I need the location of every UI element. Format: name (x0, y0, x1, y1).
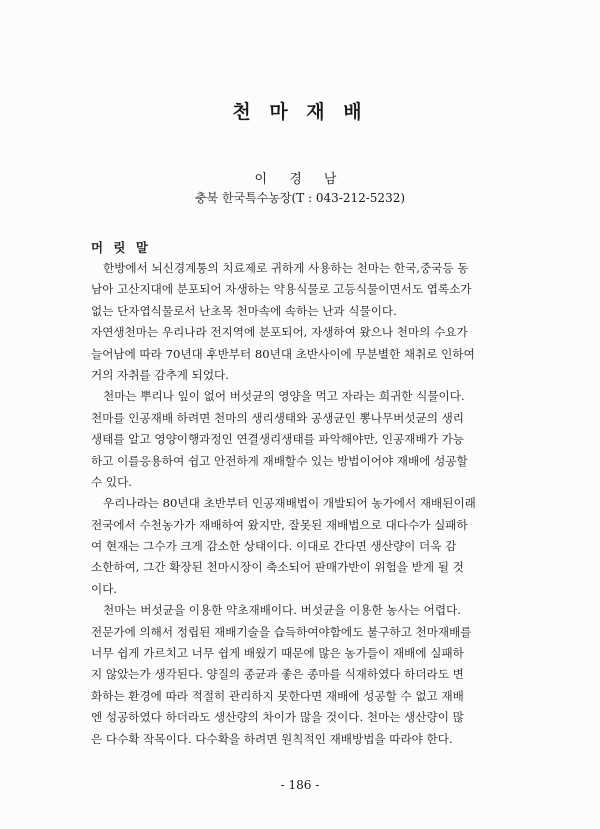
text-line: 은 다수확 작목이다. 다수확을 하려면 원칙적인 재배방법을 따라야 한다. (91, 731, 453, 746)
text-line: 천마는 뿌리나 잎이 없어 버섯균의 영양을 먹고 자라는 희귀한 식물이다. (103, 389, 465, 404)
text-line: 우리나라는 80년대 초반부터 인공재배법이 개발되어 농가에서 재배된이래 (103, 496, 476, 511)
text-line: 늘어남에 따라 70년대 후반부터 80년대 초반사이에 무분별한 채취로 인하여 (91, 346, 475, 361)
body-text (91, 258, 516, 750)
page-number: - 186 - (280, 778, 320, 792)
text-line: 천마를 인공재배 하려면 천마의 생리생태와 공생균인 뽕나무버섯균의 생리 (91, 410, 464, 425)
text-line: 천마는 버섯균을 이용한 약초재배이다. 버섯균을 이용한 농사는 어렵다. (103, 603, 461, 618)
text-line: 지 않았는가 생각된다. 양질의 종균과 좋은 종마를 식재하였다 하더라도 변 (91, 667, 464, 682)
text-line: 전문가에 의해서 정립된 재배기술을 습득하여야함에도 불구하고 천마재배를 (91, 624, 472, 639)
text-line: 자연생천마는 우리나라 전지역에 분포되어, 자생하여 왔으나 천마의 수요가 (91, 325, 468, 340)
text-line: 없는 단자엽식물로서 난초목 천마속에 속하는 난과 식물이다. (91, 303, 397, 318)
text-line: 소한하여, 그간 확장된 천마시장이 축소되어 판매가반이 위험을 받게 될 것 (91, 560, 464, 575)
text-line: 전국에서 수천농가가 재배하여 왔지만, 잘못된 재배법으로 대다수가 실패하 (91, 517, 468, 532)
text-line: 한방에서 뇌신경계통의 치료제로 귀하게 사용하는 천마는 한국,중국등 동 (103, 261, 469, 275)
text-line: 너무 쉽게 가르치고 너무 쉽게 배웠기 때문에 많은 농가들이 재배에 실패하 (91, 646, 464, 661)
section-heading: 머 릿 말 (91, 240, 151, 255)
author-name: 이 경 남 (254, 172, 346, 187)
document-title: 천 마 재 배 (232, 101, 368, 123)
text-line: 남아 고산지대에 분포되어 자생하는 약용식물로 고등식물이면서도 엽록소가 (91, 282, 472, 297)
text-line: 여 현재는 그수가 크게 감소한 상태이다. 이대로 간다면 생산량이 더욱 감 (91, 539, 457, 554)
author-affiliation: 충북 한국특수농장(T : 043-212-5232) (194, 191, 406, 205)
text-line: 엔 성공하였다 하더라도 생산량의 차이가 많을 것이다. 천마는 생산량이 많 (91, 710, 464, 725)
text-line: 거의 자취를 감추게 되었다. (91, 367, 229, 382)
text-line: 생태를 알고 영양이행과정인 연결생리생태를 파악해야만, 인공재배가 가능 (91, 432, 464, 447)
text-line: 화하는 환경에 따라 적절히 관리하지 못한다면 재배에 성공할 수 없고 재배 (91, 688, 464, 703)
text-line: 수 있다. (91, 474, 132, 489)
text-line: 이다. (91, 581, 118, 596)
text-line: 하고 이를응용하여 쉽고 안전하게 재배할수 있는 방법이어야 재배에 성공할 (91, 453, 468, 468)
